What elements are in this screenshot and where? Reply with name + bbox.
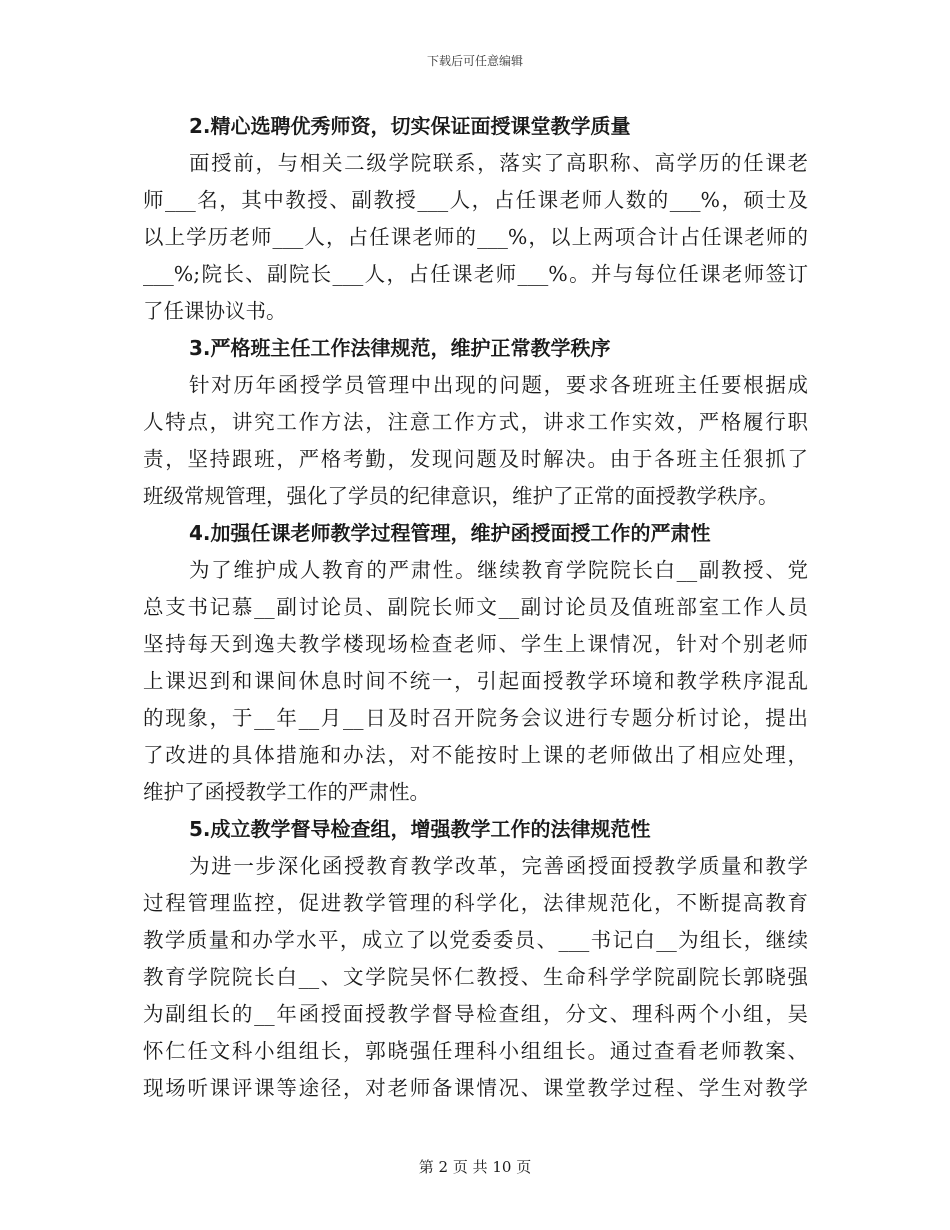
paragraph-line: 以上学历老师___人，占任课老师的___%，以上两项合计占任课老师的 (143, 225, 808, 249)
paragraph-line: 为了维护成人教育的严肃性。继续教育学院院长白__副教授、党 (189, 558, 808, 582)
paragraph-line: 师___名，其中教授、副教授___人，占任课老师人数的___%，硕士及 (143, 188, 808, 212)
paragraph (143, 145, 808, 330)
paragraph-line: 坚持每天到逸夫教学楼现场检查老师、学生上课情况，针对个别老师 (143, 632, 808, 656)
section-heading: 3.严格班主任工作法律规范，维护正常教学秩序 (189, 336, 611, 360)
paragraph-line: 总支书记慕__副讨论员、副院长师文__副讨论员及值班部室工作人员 (143, 595, 808, 619)
paragraph-line: 人特点，讲究工作方法，注意工作方式，讲求工作实效，严格履行职 (143, 410, 808, 434)
paragraph-line: 为副组长的__年函授面授教学督导检查组，分文、理科两个小组，吴 (143, 1002, 808, 1026)
paragraph (143, 552, 808, 811)
paragraph-line: 怀仁任文科小组组长，郭晓强任理科小组组长。通过查看老师教案、 (143, 1039, 808, 1063)
paragraph-line: 现场听课评课等途径，对老师备课情况、课堂教学过程、学生对教学 (143, 1076, 808, 1100)
paragraph (143, 367, 808, 515)
paragraph-line: 了任课协议书。 (143, 299, 287, 323)
section-5 (143, 811, 808, 1107)
paragraph-line: 责，坚持跟班，严格考勤，发现问题及时解决。由于各班主任狠抓了 (143, 447, 808, 471)
paragraph-line: ___%;院长、副院长___人，占任课老师___%。并与每位任课老师签订 (143, 262, 808, 286)
paragraph-line: 了改进的具体措施和办法，对不能按时上课的老师做出了相应处理， (143, 743, 808, 767)
section-heading: 2.精心选聘优秀师资，切实保证面授课堂教学质量 (189, 114, 631, 138)
paragraph-line: 上课迟到和课间休息时间不统一，引起面授教学环境和教学秩序混乱 (143, 669, 808, 693)
paragraph (143, 848, 808, 1107)
paragraph-line: 维护了函授教学工作的严肃性。 (143, 780, 430, 804)
section-heading: 4.加强任课老师教学过程管理，维护函授面授工作的严肃性 (189, 521, 711, 545)
section-2 (143, 108, 808, 330)
paragraph-line: 为进一步深化函授教育教学改革，完善函授面授教学质量和教学 (189, 854, 808, 878)
paragraph-line: 针对历年函授学员管理中出现的问题，要求各班班主任要根据成 (189, 373, 808, 397)
section-heading: 5.成立教学督导检查组，增强教学工作的法律规范性 (189, 817, 651, 841)
paragraph-line: 教学质量和办学水平，成立了以党委委员、___书记白__为组长，继续 (143, 928, 808, 952)
paragraph-line: 过程管理监控，促进教学管理的科学化，法律规范化，不断提高教育 (143, 891, 808, 915)
page-number: 第 2 页 共 10 页 (418, 1158, 532, 1176)
paragraph-line: 班级常规管理，强化了学员的纪律意识，维护了正常的面授教学秩序。 (143, 484, 779, 508)
paragraph-line: 教育学院院长白__、文学院吴怀仁教授、生命科学学院副院长郭晓强 (143, 965, 808, 989)
page-header-note: 下载后可任意编辑 (426, 54, 523, 68)
section-3 (143, 330, 808, 515)
document-body (143, 108, 808, 1107)
section-4 (143, 515, 808, 811)
paragraph-line: 面授前，与相关二级学院联系，落实了高职称、高学历的任课老 (189, 151, 808, 175)
paragraph-line: 的现象，于__年__月__日及时召开院务会议进行专题分析讨论，提出 (143, 706, 808, 730)
